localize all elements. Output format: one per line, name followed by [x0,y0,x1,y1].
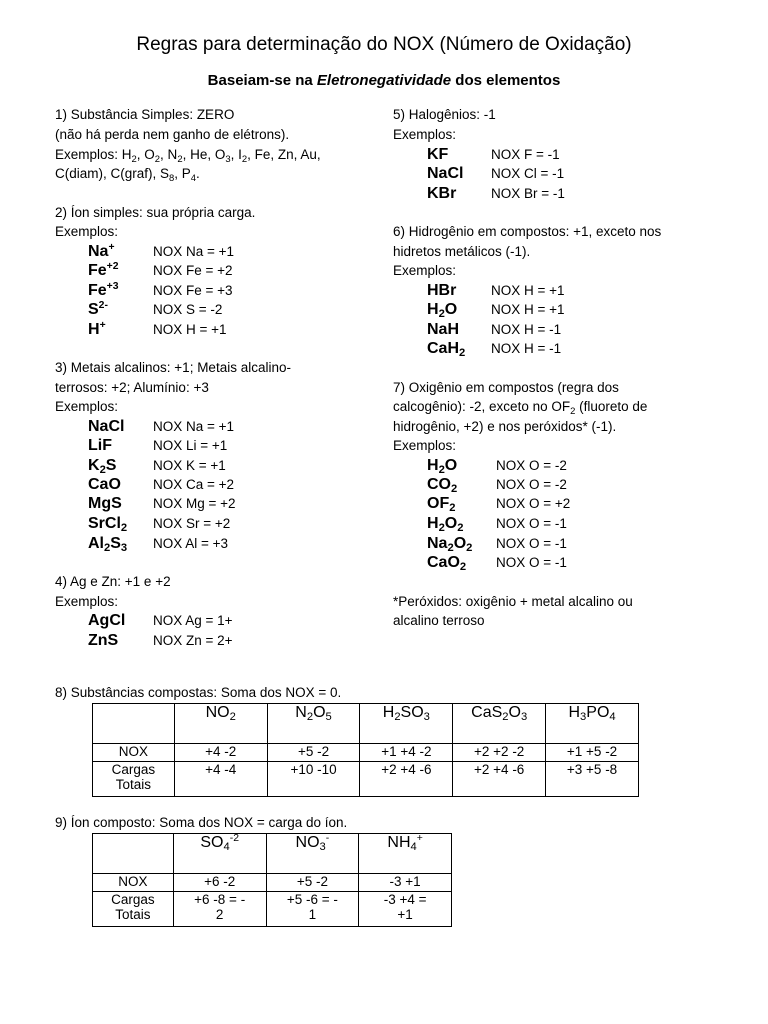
column-header: $SO_4^{-2}$ [173,834,266,874]
formula: NaCl [427,165,464,182]
row-label: NOX [93,744,175,762]
table-cell: -3 +1 [359,874,452,892]
formula: MgS [88,495,122,512]
table-cell: +3 +5 -8 [546,762,639,797]
nox-value: NOX Fe = +2 [153,263,233,278]
nox-value: NOX F = -1 [491,147,560,162]
formula: $K_2S$ [88,457,117,476]
formula: $Na_2O_2$ [427,535,473,554]
row-label: Cargas Totais [93,762,175,797]
table-cell: +1 +5 -2 [546,744,639,762]
table-cell: -3 +4 = +1 [359,892,452,927]
rule-1-desc: (não há perda nem ganho de elétrons). [55,127,290,142]
formula: LiF [88,437,112,454]
formula: CaO [88,476,121,493]
rule-7-heading-cont: calcogênio): -2, exceto no $OF_2$ (fluoreto de [393,399,648,417]
rule-8-heading: 8) Substâncias compostas: Soma dos NOX = 0. [55,685,342,700]
rule-3-heading: 3) Metais alcalinos: +1; Metais alcalino- [55,360,291,375]
nox-value: NOX Na = +1 [153,419,235,434]
nox-value: NOX S = -2 [153,302,223,317]
nox-value: NOX H = +1 [491,283,565,298]
rule-6-examples-label: Exemplos: [393,263,457,278]
nox-value: NOX O = -2 [496,458,567,473]
nox-value: NOX Ca = +2 [153,477,235,492]
nox-value: NOX Zn = 2+ [153,633,233,648]
rule-2-examples-label: Exemplos: [55,224,119,239]
formula: $H_2O$ [427,457,458,476]
rule-5-examples-label: Exemplos: [393,127,457,142]
table-cell: +1 +4 -2 [360,744,453,762]
column-header: $CaS_2O_3$ [453,704,546,744]
formula: $OF_2$ [427,495,456,514]
rule-3-heading-cont: terrosos: +2; Alumínio: +3 [55,380,209,395]
row-label: Cargas Totais [93,892,174,927]
nox-value: NOX O = +2 [496,496,571,511]
rule-5-heading: 5) Halogênios: -1 [393,107,496,122]
formula: Na+ [88,242,115,260]
formula: SrCl$_2$ [88,515,128,534]
page-subtitle: Baseiam-se na Eletronegatividade dos elementos [207,72,561,89]
rule-9-table [92,833,452,927]
column-header: $H_2SO_3$ [360,704,453,744]
column-header: $N_2O_5$ [267,704,360,744]
nox-value: NOX H = +1 [153,322,227,337]
formula: $S^{2-}$ [88,300,108,318]
nox-value: NOX O = -1 [496,516,567,531]
nox-value: NOX Na = +1 [153,244,235,259]
formula: $Al_2S_3$ [88,535,128,554]
formula: CaH$_2$ [427,340,466,359]
rule-9-heading: 9) Íon composto: Soma dos NOX = carga do íon. [55,815,348,830]
formula: $CO_2$ [427,476,458,495]
nox-value: NOX O = -1 [496,536,567,551]
nox-value: NOX Li = +1 [153,438,228,453]
formula: ZnS [88,632,119,649]
column-header: $NO_3^-$ [266,834,359,874]
nox-value: NOX H = -1 [491,322,562,337]
table-cell: +2 +2 -2 [453,744,546,762]
formula: $H_2O_2$ [427,515,464,534]
nox-value: NOX H = -1 [491,341,562,356]
header-blank [93,834,174,874]
nox-value: NOX Cl = -1 [491,166,565,181]
rule-1-heading: 1) Substância Simples: ZERO [55,107,235,122]
formula: $Fe^{+2}$ [88,261,119,279]
nox-value: NOX K = +1 [153,458,226,473]
formula: NaCl [88,418,125,435]
nox-value: NOX H = +1 [491,302,565,317]
formula: AgCl [88,612,126,629]
page-title: Regras para determinação do NOX (Número de Oxidação) [136,34,632,55]
formula: KBr [427,185,457,202]
rule-1-examples: Exemplos: $H_2$, $O_2$, $N_2$, He, $O_3$, $I_2$, Fe, Zn, Au, [55,147,321,165]
rule-4-examples-label: Exemplos: [55,594,119,609]
nox-value: NOX Br = -1 [491,186,565,201]
formula: HBr [427,282,457,299]
formula: CaO$_2$ [427,554,467,573]
rule-8-table [92,703,639,797]
peroxide-note-cont: alcalino terroso [393,613,485,628]
column-header: $NH_4^+$ [359,834,452,874]
rule-2-heading: 2) Íon simples: sua própria carga. [55,205,256,220]
rule-6-heading: 6) Hidrogênio em compostos: +1, exceto nos [393,224,662,239]
table-cell: +4 -4 [174,762,267,797]
column-header: $NO_2$ [174,704,267,744]
rule-4-heading: 4) Ag e Zn: +1 e +2 [55,574,171,589]
rule-7-heading: 7) Oxigênio em compostos (regra dos [393,380,619,395]
rule-1-examples-cont: C(diam), C(graf), $S_8$, $P_4$. [55,166,200,184]
table-cell: +5 -6 = - 1 [266,892,359,927]
nox-value: NOX Sr = +2 [153,516,231,531]
formula: $H_2O$ [427,301,458,320]
nox-value: NOX O = -1 [496,555,567,570]
table-cell: +4 -2 [174,744,267,762]
nox-value: NOX Mg = +2 [153,496,236,511]
formula: KF [427,146,449,163]
column-header: $H_3PO_4$ [546,704,639,744]
table-cell: +5 -2 [267,744,360,762]
rule-7-heading-cont2: hidrogênio, +2) e nos peróxidos* (-1). [393,419,617,434]
table-cell: +6 -2 [173,874,266,892]
table-cell: +6 -8 = - 2 [173,892,266,927]
nox-value: NOX Ag = 1+ [153,613,233,628]
nox-value: NOX O = -2 [496,477,567,492]
rule-3-examples-label: Exemplos: [55,399,119,414]
rule-7-examples-label: Exemplos: [393,438,457,453]
formula: H+ [88,320,106,338]
formula: $Fe^{+3}$ [88,281,119,299]
table-cell: +5 -2 [266,874,359,892]
nox-value: NOX Al = +3 [153,536,229,551]
header-blank [93,704,175,744]
formula: NaH [427,321,460,338]
table-cell: +2 +4 -6 [360,762,453,797]
table-cell: +10 -10 [267,762,360,797]
peroxide-note: *Peróxidos: oxigênio + metal alcalino ou [393,594,633,609]
rule-6-heading-cont: hidretos metálicos (-1). [393,244,531,259]
nox-value: NOX Fe = +3 [153,283,233,298]
table-cell: +2 +4 -6 [453,762,546,797]
row-label: NOX [93,874,174,892]
